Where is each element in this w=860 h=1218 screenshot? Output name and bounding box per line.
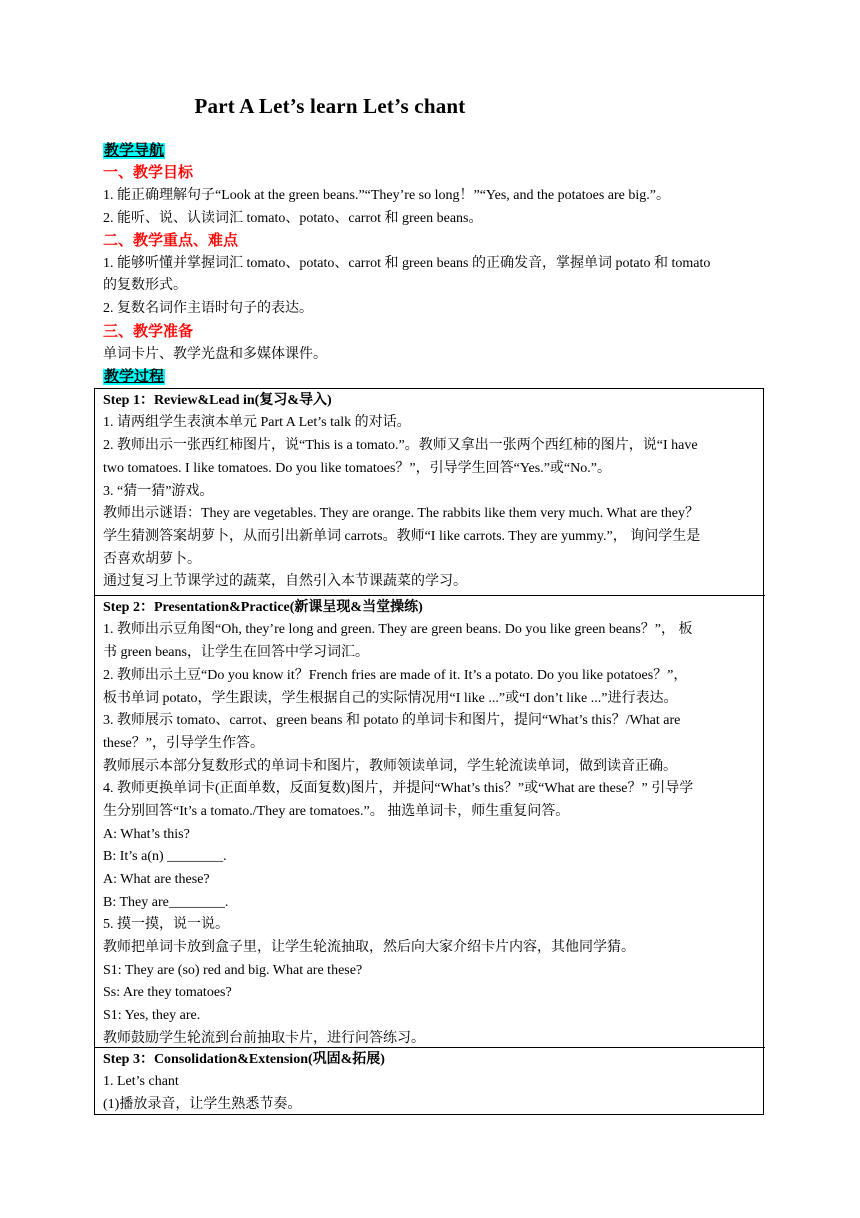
- step-line: 板书单词 potato，学生跟读，学生根据自己的实际情况用“I like ...”或“I don’t like ...”进行表达。: [103, 691, 678, 706]
- process-heading-text: 教学过程: [104, 369, 165, 385]
- step-line: B: It’s a(n) ________.: [103, 849, 227, 864]
- step-line: 1. 教师出示豆角图“Oh, they’re long and green. They are green beans. Do you like green beans？”， 板: [103, 622, 693, 637]
- step-line: 1. Let’s chant: [103, 1074, 179, 1089]
- step-line: A: What’s this?: [103, 827, 190, 842]
- step-line: S1: Yes, they are.: [103, 1008, 201, 1023]
- nav-heading-text: 教学导航: [104, 143, 165, 159]
- objectives-heading: 一、教学目标: [103, 165, 194, 181]
- step-heading: Step 2：Presentation&Practice(新课呈现&当堂操练): [103, 600, 423, 615]
- process-table: [94, 388, 764, 1115]
- step-line: 生分别回答“It’s a tomato./They are tomatoes.”。 抽选单词卡，师生重复问答。: [103, 804, 570, 819]
- step-line: Ss: Are they tomatoes?: [103, 985, 232, 1000]
- step-line: 教师出示谜语：They are vegetables. They are orange. The rabbits like them very much. What are they？: [103, 506, 699, 521]
- step-line: 2. 教师出示土豆“Do you know it？French fries are made of it. It’s a potato. Do you like potatoes？”，: [103, 668, 688, 683]
- step-line: (1)播放录音，让学生熟悉节奏。: [103, 1097, 302, 1112]
- key-point-line: 1. 能够听懂并掌握词汇 tomato、potato、carrot 和 green beans 的正确发音，掌握单词 potato 和 tomato: [103, 256, 711, 271]
- step-line: two tomatoes. I like tomatoes. Do you like tomatoes？”，引导学生回答“Yes.”或“No.”。: [103, 461, 611, 476]
- step-line: 3. “猜一猜”游戏。: [103, 484, 214, 499]
- preparation-line: 单词卡片、教学光盘和多媒体课件。: [103, 347, 327, 362]
- step-line: 通过复习上节课学过的蔬菜，自然引入本节课蔬菜的学习。: [103, 574, 467, 589]
- step-line: 1. 请两组学生表演本单元 Part A Let’s talk 的对话。: [103, 415, 411, 430]
- step-1-cell: [95, 389, 765, 595]
- objective-line: 1. 能正确理解句子“Look at the green beans.”“They’re so long！”“Yes, and the potatoes are big.”。: [103, 188, 670, 203]
- key-points-heading: 二、教学重点、难点: [103, 233, 239, 249]
- step-line: 书 green beans，让学生在回答中学习词汇。: [103, 645, 369, 660]
- step-line: S1: They are (so) red and big. What are these?: [103, 963, 363, 978]
- step-line: 教师把单词卡放到盒子里，让学生轮流抽取，然后向大家介绍卡片内容，其他同学猜。: [103, 940, 635, 955]
- step-line: these？”，引导学生作答。: [103, 736, 264, 751]
- key-point-line: 的复数形式。: [103, 278, 187, 293]
- objective-line: 2. 能听、说、认读词汇 tomato、potato、carrot 和 green beans。: [103, 211, 483, 226]
- key-point-line: 2. 复数名词作主语时句子的表达。: [103, 301, 313, 316]
- step-heading: Step 3：Consolidation&Extension(巩固&拓展): [103, 1052, 385, 1067]
- preparation-heading: 三、教学准备: [103, 324, 194, 340]
- step-line: 学生猜测答案胡萝卜，从而引出新单词 carrots。教师“I like carrots. They are yummy.”， 询问学生是: [103, 529, 701, 544]
- step-line: B: They are________.: [103, 895, 229, 910]
- step-line: 4. 教师更换单词卡(正面单数，反面复数)图片，并提问“What’s this？”或“What are these？” 引导学: [103, 781, 694, 796]
- step-line: 5. 摸一摸，说一说。: [103, 917, 229, 932]
- step-line: 教师鼓励学生轮流到台前抽取卡片，进行问答练习。: [103, 1031, 425, 1046]
- nav-heading: [103, 140, 165, 163]
- step-3-cell: [95, 1047, 765, 1115]
- page-title: Part A Let’s learn Let’s chant: [194, 94, 466, 118]
- step-2-cell: [95, 595, 765, 1047]
- process-heading: [103, 366, 165, 389]
- step-heading: Step 1：Review&Lead in(复习&导入): [103, 393, 332, 408]
- step-line: 否喜欢胡萝卜。: [103, 552, 201, 567]
- step-line: 教师展示本部分复数形式的单词卡和图片，教师领读单词，学生轮流读单词，做到读音正确。: [103, 759, 677, 774]
- step-line: 2. 教师出示一张西红柿图片，说“This is a tomato.”。教师又拿出一张两个西红柿的图片，说“I have: [103, 438, 698, 453]
- step-line: A: What are these?: [103, 872, 210, 887]
- step-line: 3. 教师展示 tomato、carrot、green beans 和 potato 的单词卡和图片，提问“What’s this？/What are: [103, 713, 681, 728]
